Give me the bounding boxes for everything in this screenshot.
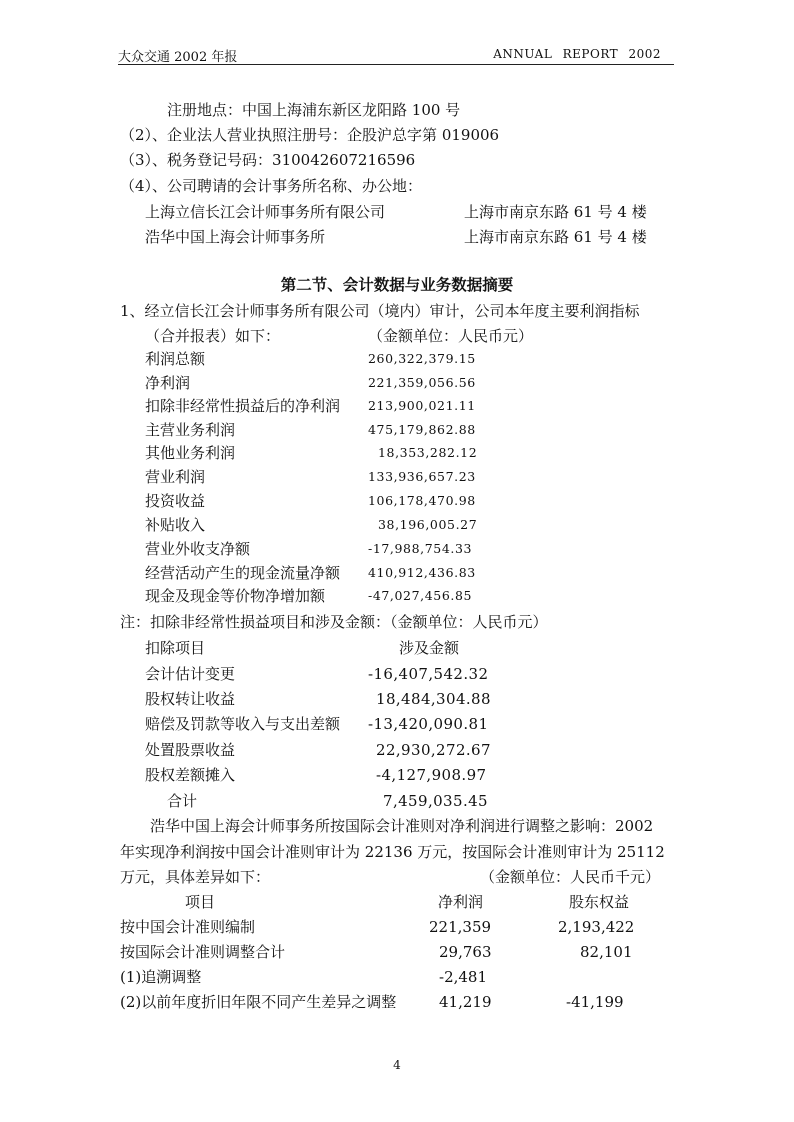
section1-unit: （金额单位：人民币元） [368,327,534,345]
business-license-number: （2）、企业法人营业执照注册号：企股沪总字第 019006 [120,126,500,144]
profit-item-label: 净利润 [145,374,191,392]
ias-row-equity: -41,199 [566,993,624,1011]
ias-paragraph-line1: 浩华中国上海会计师事务所按国际会计准则对净利润进行调整之影响：2002 [150,817,654,835]
profit-item-label: 营业外收支净额 [145,540,251,558]
profit-item-value: -17,988,754.33 [368,541,473,556]
profit-item-value: 260,322,379.15 [368,351,476,366]
header-report-label: ANNUAL REPORT 2002 [493,47,661,61]
ias-unit: （金额单位：人民币千元） [480,868,661,886]
registered-address: 注册地点：中国上海浦东新区龙阳路 100 号 [167,101,461,119]
profit-item-label: 经营活动产生的现金流量净额 [145,564,341,582]
section1-subtitle: （合并报表）如下： [145,327,281,345]
profit-item-label: 补贴收入 [145,516,206,534]
ias-row-equity: 2,193,422 [558,918,635,936]
ias-header-item: 项目 [185,893,216,911]
profit-item-label: 营业利润 [145,468,206,486]
accounting-firm-heading: （4）、公司聘请的会计事务所名称、办公地： [120,177,423,195]
note-row-value: -4,127,908.97 [376,766,487,784]
ias-paragraph-line3: 万元，具体差异如下： [120,868,271,886]
ias-header-net-profit: 净利润 [438,893,484,911]
header-title: 大众交通 2002 年报 [118,50,238,65]
profit-item-value: 106,178,470.98 [368,493,476,508]
profit-item-label: 其他业务利润 [145,444,236,462]
tax-registration-number: （3）、税务登记号码：310042607216596 [120,151,416,169]
note-row-value: 18,484,304.88 [376,690,491,708]
note-row-value: 22,930,272.67 [376,741,491,759]
firm-name: 上海立信长江会计师事务所有限公司 [145,203,386,221]
firm-address: 上海市南京东路 61 号 4 楼 [464,228,647,246]
profit-item-value: 475,179,862.88 [368,422,476,437]
ias-row-net-profit: 29,763 [439,943,492,961]
profit-item-value: 410,912,436.83 [368,565,476,580]
firm-address: 上海市南京东路 61 号 4 楼 [464,203,647,221]
note-row-label: 处置股票收益 [145,741,236,759]
note-row-label: 赔偿及罚款等收入与支出差额 [145,715,341,733]
profit-item-label: 利润总额 [145,350,206,368]
note-row-label: 会计估计变更 [145,665,236,683]
profit-item-label: 投资收益 [145,492,206,510]
note-total-label: 合计 [167,792,198,810]
section-title: 第二节、会计数据与业务数据摘要 [280,275,514,294]
ias-header-equity: 股东权益 [569,893,630,911]
profit-item-value: 133,936,657.23 [368,469,476,484]
section1-intro: 1、经立信长江会计师事务所有限公司（境内）审计，公司本年度主要利润指标 [120,302,640,320]
ias-row-equity: 82,101 [580,943,633,961]
note-column-item: 扣除项目 [145,639,206,657]
note-total-value: 7,459,035.45 [383,792,488,810]
profit-item-value: 213,900,021.11 [368,398,476,413]
note-row-value: -16,407,542.32 [368,665,489,683]
page-number: 4 [393,1058,401,1072]
profit-item-label: 扣除非经常性损益后的净利润 [145,397,341,415]
profit-item-value: 221,359,056.56 [368,375,476,390]
firm-name: 浩华中国上海会计师事务所 [145,228,326,246]
ias-row-label: (1)追溯调整 [120,968,202,986]
note-column-amount: 涉及金额 [399,639,460,657]
ias-row-net-profit: -2,481 [439,968,488,986]
ias-row-net-profit: 41,219 [439,993,492,1011]
profit-item-value: 18,353,282.12 [378,445,478,460]
note-row-label: 股权转让收益 [145,690,236,708]
ias-row-net-profit: 221,359 [429,918,492,936]
profit-item-label: 主营业务利润 [145,421,236,439]
ias-row-label: 按国际会计准则调整合计 [120,943,286,961]
profit-item-label: 现金及现金等价物净增加额 [145,587,326,605]
note-row-value: -13,420,090.81 [368,715,489,733]
note-row-label: 股权差额摊入 [145,766,236,784]
profit-item-value: -47,027,456.85 [368,588,473,603]
profit-item-value: 38,196,005.27 [378,517,478,532]
ias-row-label: 按中国会计准则编制 [120,918,256,936]
note-title: 注：扣除非经常性损益项目和涉及金额：（金额单位：人民币元） [120,613,548,631]
ias-paragraph-line2: 年实现净利润按中国会计准则审计为 22136 万元，按国际会计准则审计为 25112 [120,843,665,861]
ias-row-label: (2)以前年度折旧年限不同产生差异之调整 [120,993,397,1011]
header-divider [118,64,674,65]
